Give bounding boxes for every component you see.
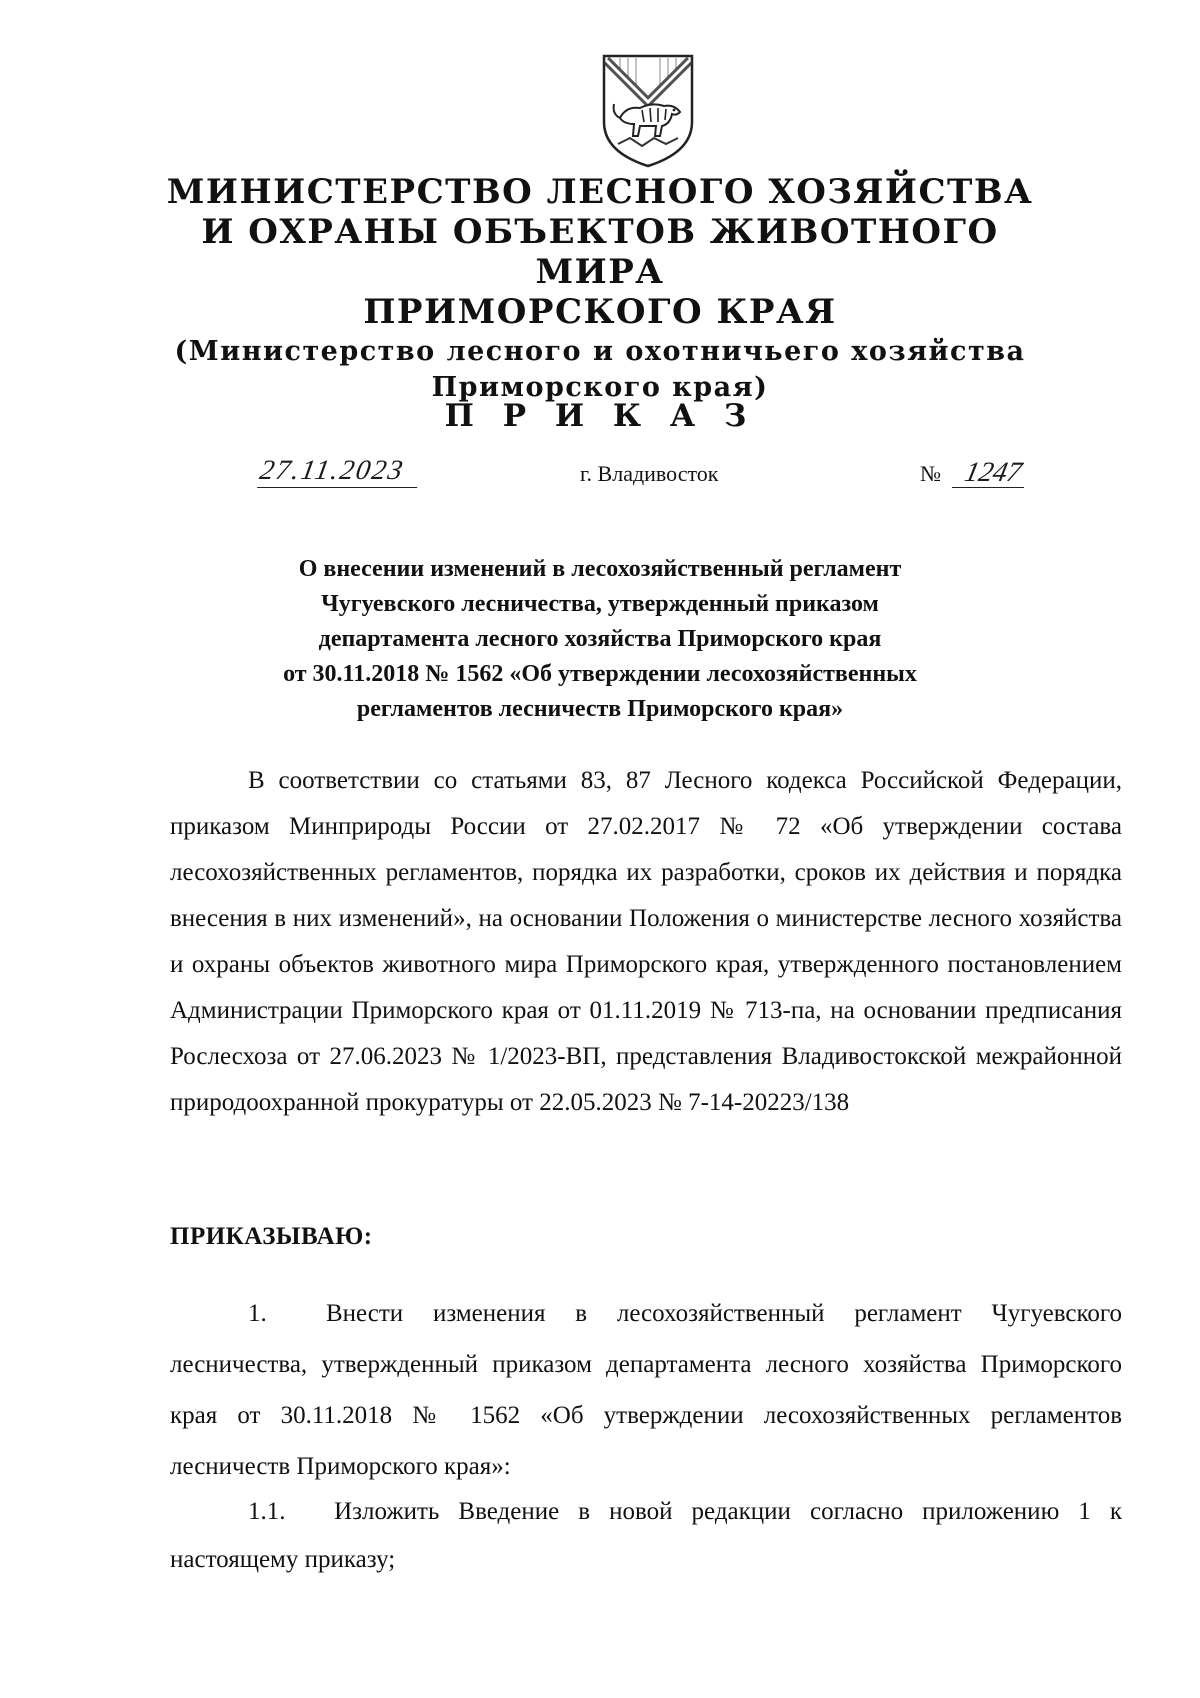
city-label: г. Владивосток (580, 461, 719, 486)
order-item-1 (170, 1288, 1122, 1492)
subject-line-4: от 30.11.2018 № 1562 «Об утверждении лесохозяйственных (283, 661, 917, 687)
item-text: Внести изменения в лесохозяйственный регламент Чугуевского лесничества, утвержденный приказом департамента лесного хозяйства Приморского края от 30.11.2018 № 1562 «Об утверждении лесохозяйственных регламентов лесничеств Приморского края»: (170, 1300, 1122, 1480)
ministry-name-line-2: И ОХРАНЫ ОБЪЕКТОВ ЖИВОТНОГО МИРА (201, 212, 999, 292)
preamble-paragraph: В соответствии со статьями 83, 87 Лесного кодекса Российской Федерации, приказом Минприроды России от 27.02.2017 № 72 «Об утверждении состава лесохозяйственных регламентов, порядка их разработки, сроков их действия и порядка внесения в них изменений», на основании Положения о министерстве лесного хозяйства и охраны объектов животного мира Приморского края, утвержденного постановлением Администрации Приморского края от 01.11.2019 № 713-па, на основании предписания Рослесхоза от 27.06.2023 № 1/2023-ВП, представления Владивостокской межрайонной природоохранной прокуратуры от 22.05.2023 № 7-14-20223/138 (170, 767, 1122, 1116)
handwritten-date: 27.11.2023 (257, 455, 423, 488)
document-meta-row (160, 455, 1040, 499)
handwritten-number: 1247 (952, 459, 1030, 488)
subject-line-1: О внесении изменений в лесохозяйственный регламент (298, 556, 902, 582)
item-number: 1. (248, 1300, 267, 1327)
ministry-name-line-1: МИНИСТЕРСТВО ЛЕСНОГО ХОЗЯЙСТВА (166, 172, 1034, 212)
subject-line-3: департамента лесного хозяйства Приморского края (318, 626, 882, 652)
ministry-alt-name-line-1: (Министерство лесного и охотничьего хозяйства (174, 336, 1026, 367)
document-subject (230, 552, 970, 727)
item-number: 1.1. (248, 1498, 286, 1525)
ministry-name-line-3: ПРИМОРСКОГО КРАЯ (363, 292, 837, 332)
subject-line-2: Чугуевского лесничества, утвержденный приказом (321, 591, 879, 617)
order-item-1-1 (170, 1488, 1122, 1584)
ministry-alt-name-line-2: Приморского края) (431, 372, 769, 403)
subject-line-5: регламентов лесничеств Приморского края» (356, 696, 844, 722)
document-type-title: П Р И К А З (444, 398, 756, 434)
order-heading: ПРИКАЗЫВАЮ: (170, 1223, 373, 1250)
document-number (920, 459, 1027, 488)
coat-of-arms-icon (600, 52, 696, 170)
item-text: Изложить Введение в новой редакции согласно приложению 1 к настоящему приказу; (170, 1498, 1122, 1573)
ministry-header (160, 172, 1040, 406)
number-sign: № (920, 461, 941, 486)
